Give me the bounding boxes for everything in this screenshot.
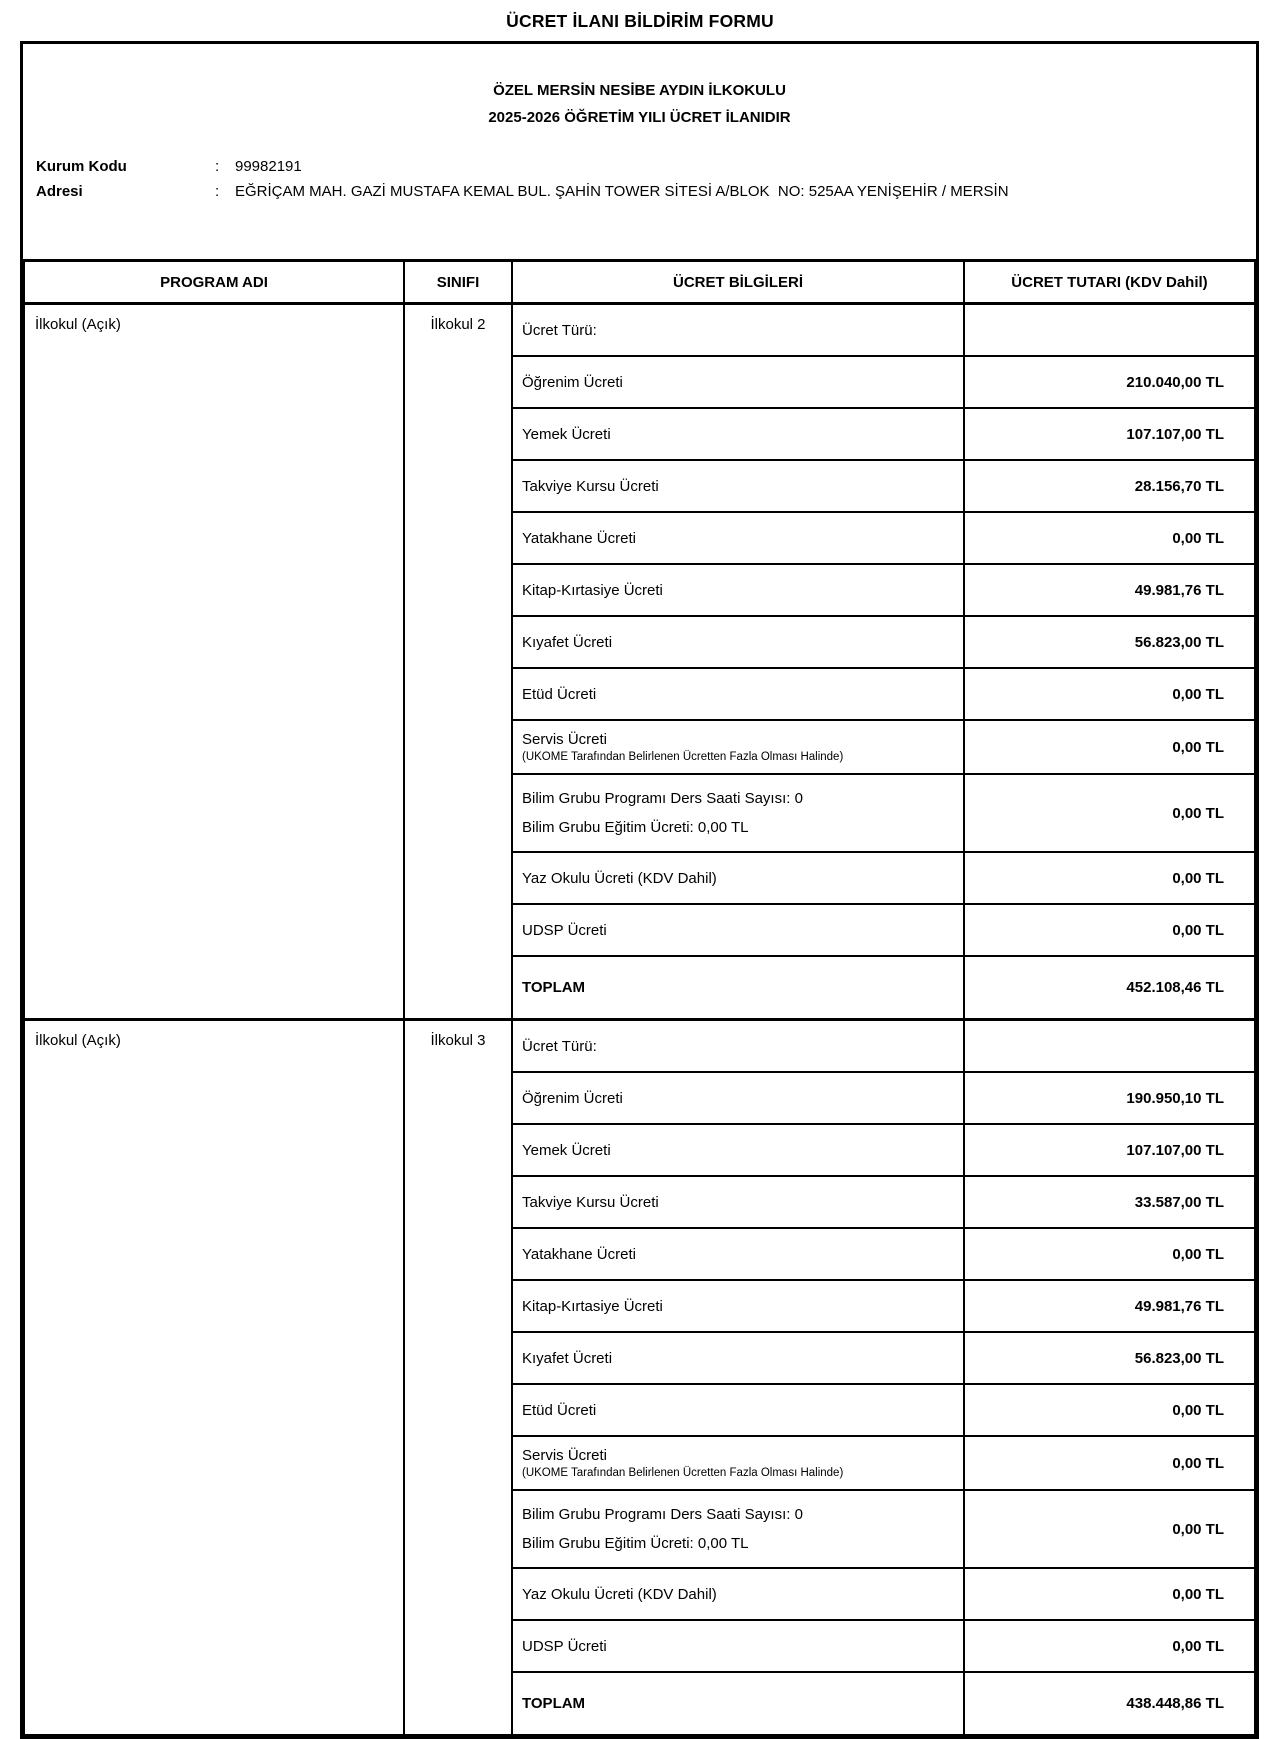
field-adresi [36,183,1256,200]
fee-label-cell [512,408,964,460]
fee-label-cell [512,616,964,668]
fee-amount-cell: 0,00 TL [964,1228,1255,1280]
grade-cell: İlkokul 2 [404,304,512,1020]
fee-label: Yaz Okulu Ücreti (KDV Dahil) [522,1585,717,1603]
fee-label-cell [512,668,964,720]
fee-label: Kıyafet Ücreti [522,1349,613,1367]
fee-label: UDSP Ücreti [522,921,607,939]
fee-label-cell [512,1228,964,1280]
fee-label: Yemek Ücreti [522,425,611,443]
fee-label: Öğrenim Ücreti [522,1089,623,1107]
fee-amount-cell: 49.981,76 TL [964,1280,1255,1332]
fee-label-cell [512,904,964,956]
fee-label-cell [512,1280,964,1332]
fee-label: Bilim Grubu Programı Ders Saati Sayısı: 0 [522,790,803,807]
fee-label-cell [512,1124,964,1176]
fee-label-cell [512,564,964,616]
fee-label-cell [512,1176,964,1228]
grade-cell: İlkokul 3 [404,1020,512,1736]
fee-label: Öğrenim Ücreti [522,373,623,391]
info-section [23,44,1256,259]
fee-label-line2: Bilim Grubu Eğitim Ücreti: 0,00 TL [522,1535,749,1552]
fee-amount-cell: 49.981,76 TL [964,564,1255,616]
fee-label: Yatakhane Ücreti [522,1245,636,1263]
fee-label: Ücret Türü: [522,1037,597,1055]
fee-amount-cell: 107.107,00 TL [964,1124,1255,1176]
fee-label-cell [512,852,964,904]
fee-label: Takviye Kursu Ücreti [522,1193,659,1211]
fee-row [24,1020,1255,1073]
fee-label: TOPLAM [522,979,586,996]
fee-amount-cell: 0,00 TL [964,774,1255,852]
fee-amount-cell: 0,00 TL [964,1490,1255,1568]
fee-amount-cell: 0,00 TL [964,668,1255,720]
fee-amount-cell: 0,00 TL [964,852,1255,904]
fee-label-cell [512,1568,964,1620]
fee-amount-cell: 28.156,70 TL [964,460,1255,512]
kurum-kodu-separator: : [215,158,220,175]
col-header-sinifi: SINIFI [404,261,512,304]
fee-amount-cell: 0,00 TL [964,512,1255,564]
col-header-ucret-tutari: ÜCRET TUTARI (KDV Dahil) [964,261,1255,304]
fee-label-cell [512,1384,964,1436]
info-fields [23,158,1256,200]
fee-label: Kıyafet Ücreti [522,633,613,651]
form-box [20,41,1259,1739]
field-kurum-kodu [36,158,1256,175]
fee-label-cell [512,774,964,852]
fee-amount-cell: 0,00 TL [964,1384,1255,1436]
col-header-ucret-bilgileri: ÜCRET BİLGİLERİ [512,261,964,304]
program-name-cell: İlkokul (Açık) [24,1020,404,1736]
fee-amount-cell: 0,00 TL [964,720,1255,774]
fee-table [23,259,1256,1736]
fee-label-cell [512,512,964,564]
fee-amount-cell [964,304,1255,357]
fee-label: Ücret Türü: [522,321,597,339]
announcement-title: 2025-2026 ÖĞRETİM YILI ÜCRET İLANIDIR [488,109,791,126]
col-header-program-adi: PROGRAM ADI [24,261,404,304]
fee-label: Servis Ücreti [522,1447,608,1464]
fee-amount-cell: 0,00 TL [964,1568,1255,1620]
fee-label: TOPLAM [522,1695,586,1712]
fee-amount-cell [964,1020,1255,1073]
fee-amount-cell: 56.823,00 TL [964,1332,1255,1384]
fee-label-cell [512,356,964,408]
fee-table-header [24,261,1255,304]
kurum-kodu-value: 99982191 [235,158,302,175]
fee-label-note: (UKOME Tarafından Belirlenen Ücretten Fazla Olması Halinde) [522,1467,844,1479]
fee-label-cell [512,1620,964,1672]
fee-amount-cell: 210.040,00 TL [964,356,1255,408]
fee-label-cell [512,460,964,512]
fee-amount-cell: 190.950,10 TL [964,1072,1255,1124]
page-title: ÜCRET İLANI BİLDİRİM FORMU [506,11,774,31]
fee-label-note: (UKOME Tarafından Belirlenen Ücretten Fazla Olması Halinde) [522,751,844,763]
fee-label: Yemek Ücreti [522,1141,611,1159]
header-row [24,261,1255,304]
adresi-label: Adresi [36,183,83,200]
fee-label: Etüd Ücreti [522,685,597,703]
fee-label: Takviye Kursu Ücreti [522,477,659,495]
school-name: ÖZEL MERSİN NESİBE AYDIN İLKOKULU [493,82,786,99]
fee-amount-cell: 0,00 TL [964,904,1255,956]
fee-label: Yatakhane Ücreti [522,529,636,547]
fee-label-cell [512,1020,964,1073]
fee-label-cell [512,1332,964,1384]
fee-label-cell [512,304,964,357]
fee-label: Yaz Okulu Ücreti (KDV Dahil) [522,869,717,887]
fee-amount-cell: 438.448,86 TL [964,1672,1255,1735]
fee-label-cell [512,1072,964,1124]
fee-label: Servis Ücreti [522,731,608,748]
fee-label-cell [512,1490,964,1568]
fee-label: UDSP Ücreti [522,1637,607,1655]
fee-amount-cell: 107.107,00 TL [964,408,1255,460]
program-name-cell: İlkokul (Açık) [24,304,404,1020]
kurum-kodu-label: Kurum Kodu [36,158,127,175]
fee-table-body [24,304,1255,1736]
fee-label-cell [512,720,964,774]
fee-amount-cell: 0,00 TL [964,1436,1255,1490]
fee-amount-cell: 56.823,00 TL [964,616,1255,668]
fee-row [24,304,1255,357]
fee-label: Kitap-Kırtasiye Ücreti [522,1297,663,1315]
fee-label: Bilim Grubu Programı Ders Saati Sayısı: 0 [522,1506,803,1523]
fee-label-cell [512,1672,964,1735]
fee-amount-cell: 0,00 TL [964,1620,1255,1672]
fee-label-line2: Bilim Grubu Eğitim Ücreti: 0,00 TL [522,819,749,836]
fee-label-cell [512,956,964,1020]
adresi-separator: : [215,183,220,200]
adresi-value: EĞRİÇAM MAH. GAZİ MUSTAFA KEMAL BUL. ŞAHİN TOWER SİTESİ A/BLOK NO: 525AA YENİŞEHİR / MERSİN [235,183,1009,200]
fee-label: Etüd Ücreti [522,1401,597,1419]
fee-amount-cell: 33.587,00 TL [964,1176,1255,1228]
fee-label: Kitap-Kırtasiye Ücreti [522,581,663,599]
fee-label-cell [512,1436,964,1490]
fee-amount-cell: 452.108,46 TL [964,956,1255,1020]
